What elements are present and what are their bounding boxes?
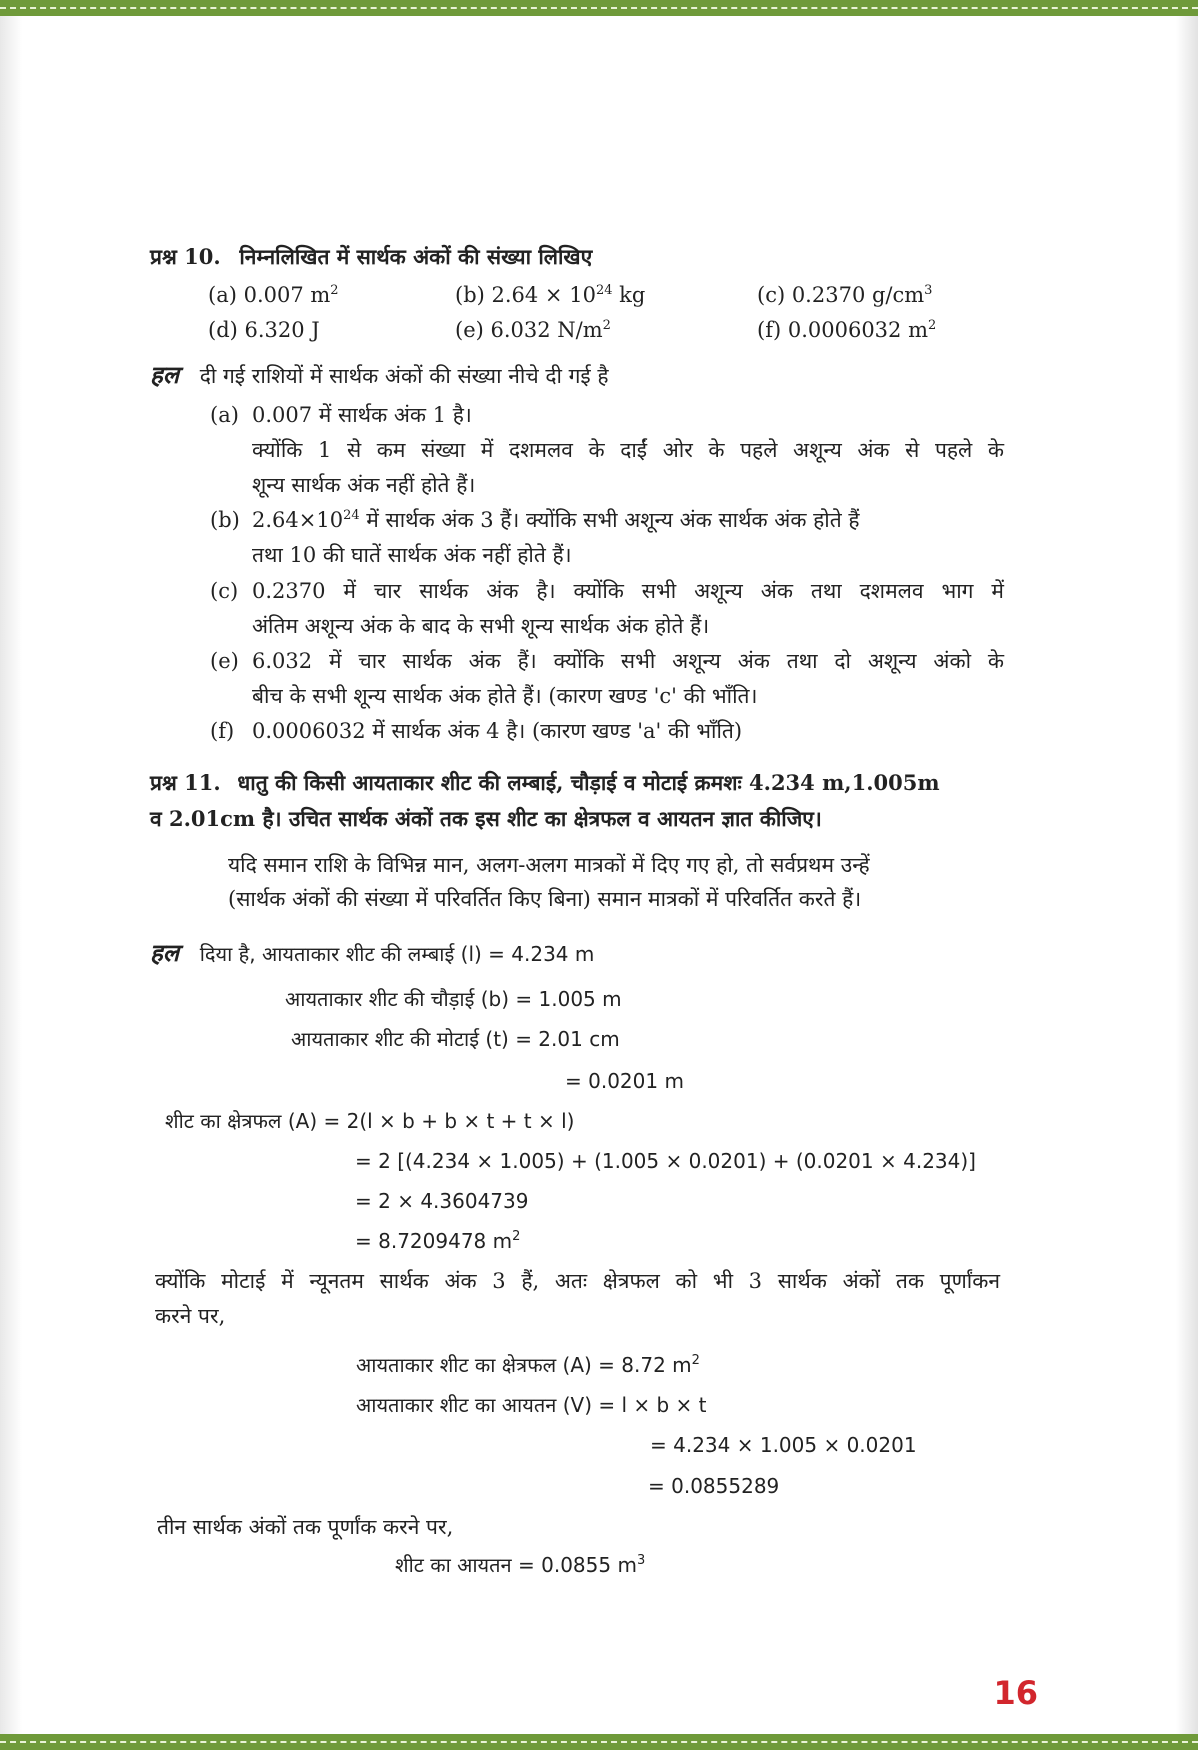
- solution-11-l16: शीट का आयतन = 0.0855 $m^3$: [395, 1553, 646, 1577]
- solution-11-l12: आयताकार शीट का आयतन (V) = l × b × t: [356, 1393, 707, 1417]
- sol-a-line2: क्योंकि 1 से कम संख्या में दशमलव के दाईं ओर के पहले अशून्य अंक से पहले के: [252, 438, 1004, 462]
- option-a: (a) 0.007 $m^2$: [208, 283, 339, 307]
- question-10-heading: प्रश्न 10.: [150, 244, 221, 269]
- sol-a-line1: 0.007 में सार्थक अंक 1 है।: [252, 403, 472, 427]
- option-c: (c) 0.2370 $g/cm^3$: [757, 283, 933, 307]
- option-d: (d) 6.320 J: [208, 318, 320, 342]
- question-11-line2: व 2.01cm है। उचित सार्थक अंकों तक इस शीट का क्षेत्रफल व आयतन ज्ञात कीजिए।: [150, 806, 822, 831]
- question-11-line1: प्रश्न 11. धातु की किसी आयताकार शीट की लम्बाई, चौड़ाई व मोटाई क्रमशः 4.234 m,1.005m: [150, 770, 940, 795]
- note-line2: (सार्थक अंकों की संख्या में परिवर्तित किए बिना) समान मात्रकों में परिवर्तित करते हैं।: [228, 887, 862, 911]
- solution-11-l10: करने पर,: [155, 1304, 226, 1328]
- solution-11-l7: = 2 × 4.3604739: [355, 1189, 529, 1213]
- solution-10-intro: हल दी गई राशियों में सार्थक अंकों की संख्या नीचे दी गई है: [150, 360, 609, 389]
- option-e: (e) 6.032 $N/m^2$: [455, 318, 611, 342]
- sol-e-marker: (e): [210, 649, 239, 673]
- note-line1: यदि समान राशि के विभिन्न मान, अलग-अलग मात्रकों में दिए गए हो, तो सर्वप्रथम उन्हें: [228, 853, 870, 877]
- sol-b-line1: $2.64\times 10^{24}$ में सार्थक अंक 3 हैं। क्योंकि सभी अशून्य अंक सार्थक अंक होते हैं: [252, 508, 860, 532]
- question-10: [150, 242, 592, 272]
- sol-c-line1: 0.2370 में चार सार्थक अंक है। क्योंकि सभी अशून्य अंक तथा दशमलव भाग में: [252, 579, 1004, 603]
- sol-b-marker: (b): [210, 508, 240, 532]
- solution-11-l5: शीट का क्षेत्रफल (A) = 2(l × b + b × t + t × l): [165, 1109, 575, 1133]
- solution-11-l1: हल दिया है, आयताकार शीट की लम्बाई (l) = 4.234 m: [150, 938, 595, 967]
- solution-11-l14: = 0.0855289: [648, 1474, 780, 1498]
- solution-11-l15: तीन सार्थक अंकों तक पूर्णांक करने पर,: [157, 1515, 454, 1539]
- solution-11-l6: = 2 [(4.234 × 1.005) + (1.005 × 0.0201) + (0.0201 × 4.234)]: [355, 1149, 976, 1173]
- sol-b-line2: तथा 10 की घातें सार्थक अंक नहीं होते हैं।: [252, 543, 572, 567]
- solution-11-l4: = 0.0201 m: [565, 1069, 684, 1093]
- question-10-text: निम्नलिखित में सार्थक अंकों की संख्या लिखिए: [239, 244, 593, 269]
- solution-11-l11: आयताकार शीट का क्षेत्रफल (A) = 8.72 $m^2$: [356, 1353, 700, 1377]
- sol-c-line2: अंतिम अशून्य अंक के बाद के सभी शून्य सार्थक अंक होते हैं।: [252, 614, 710, 638]
- sol-e-line1: 6.032 में चार सार्थक अंक हैं। क्योंकि सभी अशून्य अंक तथा दो अशून्य अंको के: [252, 649, 1004, 673]
- sol-f-line1: 0.0006032 में सार्थक अंक 4 है। (कारण खण्ड 'a' की भाँति): [252, 719, 743, 743]
- page-number: 16: [993, 1674, 1038, 1712]
- sol-e-line2: बीच के सभी शून्य सार्थक अंक होते हैं। (कारण खण्ड 'c' की भाँति।: [252, 684, 758, 708]
- option-f: (f) 0.0006032 $m^2$: [757, 318, 937, 342]
- hal-label-2: हल: [150, 938, 180, 967]
- solution-11-l9: क्योंकि मोटाई में न्यूनतम सार्थक अंक 3 हैं, अतः क्षेत्रफल को भी 3 सार्थक अंकों तक पूर्णांकन: [155, 1269, 1000, 1293]
- solution-11-l3: आयताकार शीट की मोटाई (t) = 2.01 cm: [291, 1027, 620, 1051]
- question-11-heading: प्रश्न 11.: [150, 770, 221, 795]
- sol-f-marker: (f): [210, 719, 235, 743]
- sol-a-marker: (a): [210, 403, 239, 427]
- sol-c-marker: (c): [210, 579, 239, 603]
- option-b: (b) $2.64 \times 10^{24}$ kg: [455, 283, 646, 307]
- hal-label: हल: [150, 360, 180, 389]
- solution-11-l8: = 8.7209478 $m^2$: [355, 1229, 521, 1253]
- solution-11-l2: आयताकार शीट की चौड़ाई (b) = 1.005 m: [285, 987, 622, 1011]
- sol-a-line3: शून्य सार्थक अंक नहीं होते हैं।: [252, 473, 476, 497]
- solution-11-l13: = 4.234 × 1.005 × 0.0201: [650, 1433, 917, 1457]
